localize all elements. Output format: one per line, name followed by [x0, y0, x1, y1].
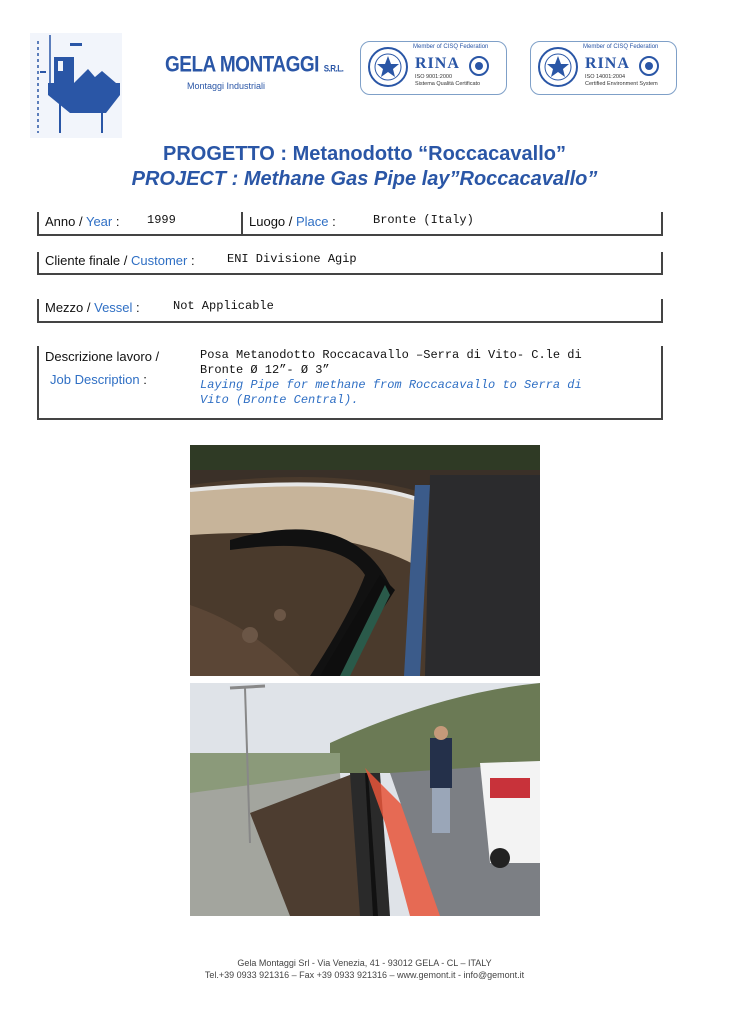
cisq-icon: [639, 56, 659, 76]
company-name: GELA MONTAGGI S.R.L.: [165, 53, 344, 78]
rina-brand: RINA: [585, 55, 630, 72]
site-photo-trench-with-fence: [190, 683, 540, 916]
rina-cert-text: Sistema Qualità Certificato: [415, 81, 481, 87]
rina-member-text: Member of CISQ Federation: [583, 44, 659, 50]
rina-certification-badge-environment: [530, 41, 677, 95]
job-description-row: [37, 346, 663, 420]
place-value: Bronte (Italy): [373, 213, 474, 227]
year-place-row: [37, 212, 663, 236]
job-value-english-line1: Laying Pipe for methane from Roccacavallo to Serra di: [200, 378, 582, 392]
field-divider: [241, 212, 243, 234]
company-tagline: Montaggi Industriali: [187, 81, 266, 91]
project-title-english: PROJECT : Methane Gas Pipe lay”Roccacavallo”: [131, 168, 598, 190]
footer-contacts: Tel.+39 0933 921316 – Fax +39 0933 921316 – www.gemont.it - info@gemont.it: [204, 970, 525, 980]
job-label-italian: Descrizione lavoro /: [45, 349, 160, 364]
vessel-value: Not Applicable: [173, 299, 274, 313]
rina-certification-badge-quality: [360, 41, 507, 95]
rina-brand: RINA: [415, 55, 460, 72]
job-value-english-line2: Vito (Bronte Central).: [200, 393, 359, 407]
job-label-english: Job Description :: [50, 372, 147, 387]
customer-label: Cliente finale / Customer :: [45, 253, 195, 268]
customer-row: [37, 252, 663, 275]
rina-member-text: Member of CISQ Federation: [413, 44, 489, 50]
customer-value: ENI Divisione Agip: [227, 252, 357, 266]
job-value-italian-line2: Bronte Ø 12”- Ø 3”: [200, 363, 330, 377]
vessel-row: [37, 299, 663, 323]
rina-iso-standard: ISO 14001:2004: [585, 74, 626, 80]
company-logo-graphic: [30, 33, 122, 138]
vessel-label: Mezzo / Vessel :: [45, 300, 140, 315]
company-name-block: [165, 53, 344, 91]
project-title-italian: PROGETTO : Metanodotto “Roccacavallo”: [162, 143, 567, 165]
company-suffix: S.R.L.: [323, 63, 344, 74]
rina-seal-icon: [367, 46, 409, 88]
year-label: Anno / Year :: [45, 214, 120, 229]
rina-cert-text: Certified Environment System: [585, 81, 658, 87]
footer-address: Gela Montaggi Srl - Via Venezia, 41 - 93012 GELA - CL – ITALY: [237, 958, 492, 968]
rina-iso-standard: ISO 9001:2000: [415, 74, 453, 80]
site-photo-pipes-along-wall: [190, 445, 540, 676]
job-value-italian-line1: Posa Metanodotto Roccacavallo –Serra di Vito- C.le di: [200, 348, 582, 362]
cisq-icon: [469, 56, 489, 76]
place-label: Luogo / Place :: [249, 214, 336, 229]
year-value: 1999: [147, 213, 176, 227]
rina-seal-icon: [537, 46, 579, 88]
